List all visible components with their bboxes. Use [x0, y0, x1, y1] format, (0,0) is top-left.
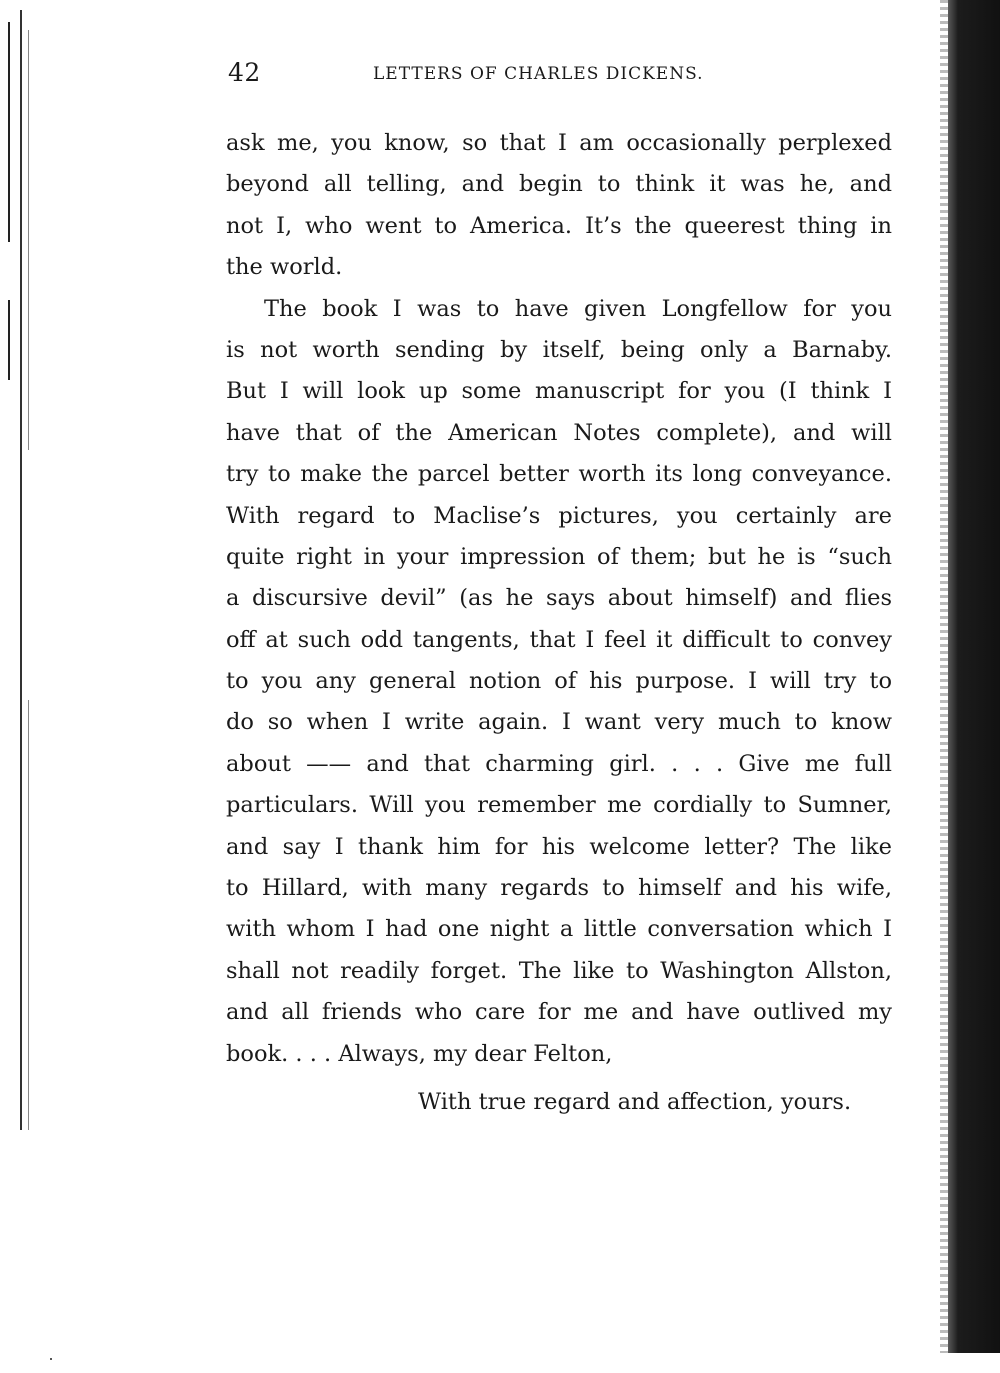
- text-line: to you any general notion of his purpose. I will try to: [226, 668, 892, 695]
- text-line: The book I was to have given Longfellow for you: [264, 295, 892, 322]
- text-line: off at such odd tangents, that I feel it difficult to convey: [226, 626, 892, 653]
- scan-dark-edge: [948, 0, 1000, 1353]
- text-line: and say I thank him for his welcome letter? The like: [226, 833, 892, 860]
- text-line: about —— and that charming girl. . . . Give me full: [226, 750, 892, 777]
- scan-gutter-line: [28, 700, 29, 1130]
- text-line: quite right in your impression of them; but he is “such: [226, 543, 892, 570]
- text-line: not I, who went to America. It’s the queerest thing in: [226, 212, 892, 239]
- text-line: book. . . . Always, my dear Felton,: [226, 1040, 613, 1067]
- letter-closing: With true regard and affection, yours.: [418, 1089, 852, 1115]
- text-line: beyond all telling, and begin to think it was he, and: [226, 171, 892, 198]
- scan-gutter-line: [28, 30, 29, 450]
- text-line: particulars. Will you remember me cordially to Sumner,: [226, 792, 892, 819]
- text-line: With regard to Maclise’s pictures, you certainly are: [226, 502, 892, 529]
- text-line: and all friends who care for me and have outlived my: [226, 999, 892, 1026]
- page-header: [228, 58, 878, 98]
- scan-gutter-line: [8, 300, 10, 380]
- text-line: have that of the American Notes complete), and will: [226, 419, 892, 446]
- text-line: shall not readily forget. The like to Washington Allston,: [226, 957, 892, 984]
- scan-gutter-line: [8, 22, 10, 242]
- page-number: 42: [228, 58, 261, 87]
- text-line: the world.: [226, 254, 343, 281]
- text-line: a discursive devil” (as he says about himself) and flies: [226, 585, 892, 612]
- text-line: do so when I write again. I want very much to know: [226, 709, 892, 736]
- running-head: LETTERS OF CHARLES DICKENS.: [373, 64, 704, 84]
- text-line: try to make the parcel better worth its long conveyance.: [226, 461, 892, 488]
- scan-speck: [50, 1358, 52, 1360]
- letter-body: [226, 123, 892, 1075]
- scan-gutter-line: [20, 10, 22, 1130]
- text-line: to Hillard, with many regards to himself and his wife,: [226, 875, 892, 902]
- text-line: But I will look up some manuscript for you (I think I: [226, 378, 892, 405]
- text-line: with whom I had one night a little conversation which I: [226, 916, 892, 943]
- text-line: is not worth sending by itself, being only a Barnaby.: [226, 336, 892, 363]
- text-line: ask me, you know, so that I am occasionally perplexed: [226, 130, 892, 156]
